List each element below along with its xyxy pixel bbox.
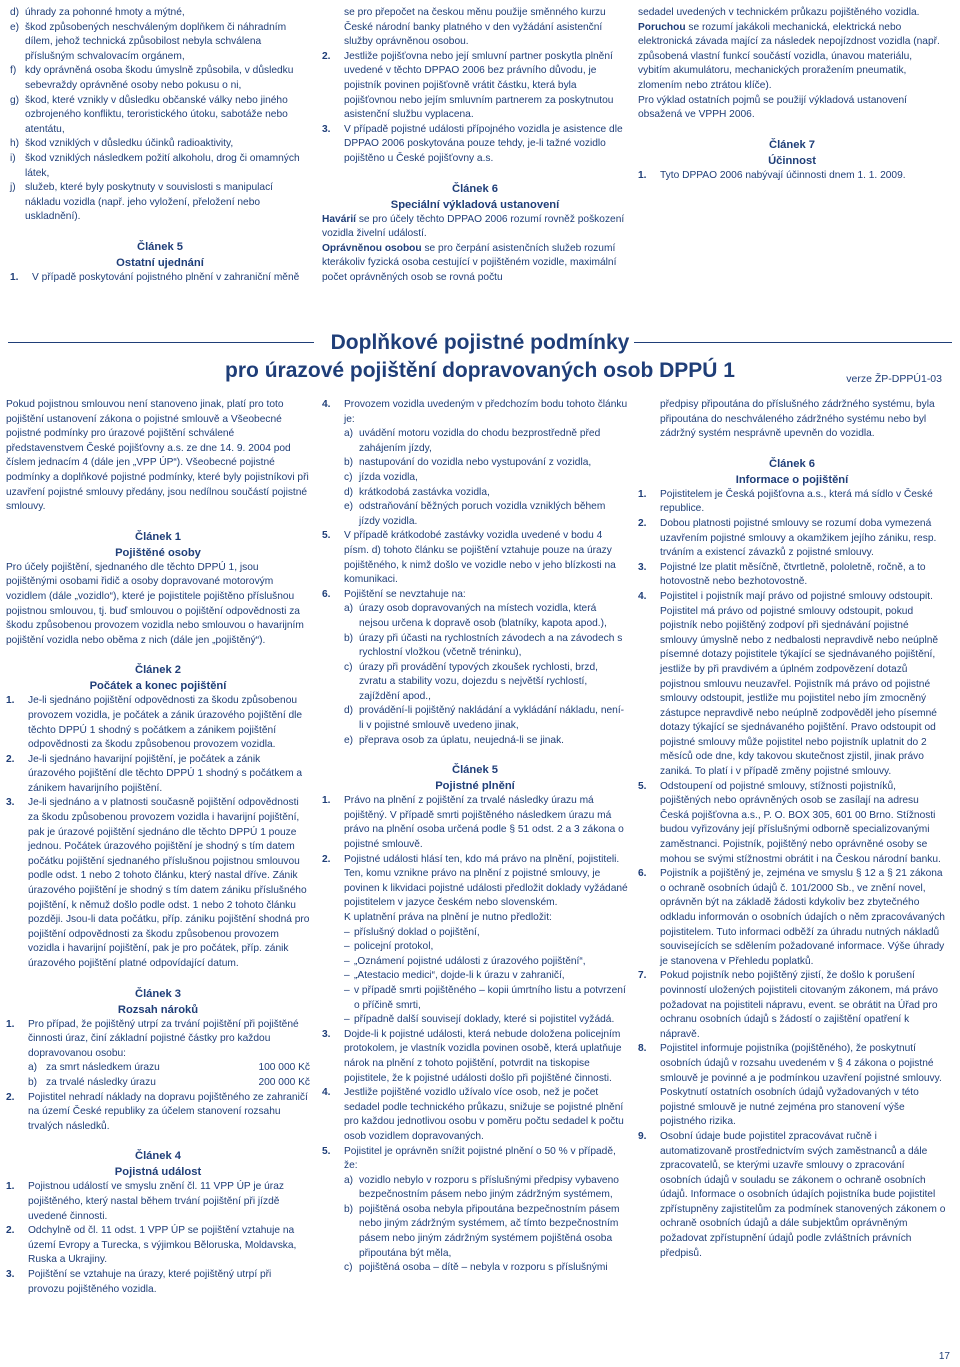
numbered-paragraph-label: 2. <box>322 50 331 62</box>
limit-description: za smrt následkem úrazu <box>46 1062 160 1074</box>
article-5-items-continued <box>322 1028 628 1174</box>
required-documents-intro: K uplatnění práva na plnění je nutno předložit: <box>344 912 552 923</box>
lettered-item-label: e) <box>344 734 354 746</box>
numbered-paragraph <box>322 123 628 167</box>
dash-list-text: případně další souvisejí doklady, které si pojistitel vyžádá. <box>354 1014 615 1026</box>
numbered-paragraph-text: Dobou platnosti pojistné smlouvy se rozumí doba vymezená uzavřením pojistné smlouvy a okamžikem jejího zániku, resp. trváním a existencí závazků z pojistné smlouvy. <box>660 517 937 559</box>
numbered-paragraph-text: Jestliže pojišťovna nebo její smluvní partner poskytla plnění uvedené v těchto DPPAO 2006 bez právního důvodu, je pojistník povinen pojišťovně vrátit částku, která byla pojišťovnou nebo jejím smluvním partnerem za poskytnutou asistenční službu vyplacena. <box>344 50 614 121</box>
numbered-paragraph <box>6 1180 310 1224</box>
lettered-item <box>344 500 628 529</box>
numbered-paragraph-text: Provozem vozidla uvedeným v předchozím bodu tohoto článku je: <box>344 399 628 425</box>
continuation-text: sedadel uvedených v technickém průkazu pojištěného vozidla. <box>638 7 920 18</box>
lettered-item-label: c) <box>344 661 353 673</box>
article-3-title: Článek 3 <box>134 987 182 1000</box>
article-7-paragraph-1: 1. Tyto DPPAO 2006 nabývají účinnosti dnem 1. 1. 2009. <box>638 169 906 181</box>
numbered-paragraph <box>6 1268 310 1297</box>
top-column-2 <box>322 6 628 286</box>
exclusion-item-text: škod způsobených neschváleným doplňkem či náhradním dílem, jehož technická způsobilost nebyla schválena příslušným schvalovacím orgánem, <box>25 21 287 62</box>
required-documents-list <box>322 926 628 1028</box>
lettered-item-label: e) <box>344 501 354 513</box>
lettered-item-text: úrazy osob dopravovaných na místech vozidla, která nejsou určena k dopravě osob (blatníky, kapota apod.), <box>359 603 607 629</box>
numbered-paragraph-text: Pojistné lze platit měsíčně, čtvrtletně, pololetně, ročně, a to hotovostně nebo bezhotovostně. <box>660 561 926 588</box>
lettered-item-text: přeprava osob za úplatu, neujedná-li se jinak. <box>359 734 565 746</box>
insurance-limit-row <box>28 1061 310 1076</box>
numbered-paragraph-label: 9. <box>638 1130 647 1142</box>
article-6-items <box>638 488 946 1261</box>
numbered-paragraph-label: 3. <box>638 561 647 573</box>
limit-label: b) <box>28 1076 38 1088</box>
dash-bullet: – <box>344 1014 350 1026</box>
lettered-item-label: d) <box>344 486 354 498</box>
numbered-paragraph-label: 2. <box>6 1225 15 1237</box>
exclusion-item-text: škod vzniklých v důsledku účinků radioaktivity, <box>25 138 234 150</box>
definition-opravnena-osoba: Oprávněnou osobou se pro čerpání asistenčních služeb rozumí kterákoliv fyzická osoba cestující v pojištěném vozidle, maximální počet oprávněných osob se rovná počtu <box>322 242 617 283</box>
exclusions-list-6 <box>322 602 628 748</box>
numbered-paragraph <box>638 561 946 590</box>
dash-bullet: – <box>344 941 350 953</box>
exclusion-item <box>10 21 310 65</box>
exclusion-item-text: škod vzniklých následkem požití alkoholu, drog či omamných látek, <box>25 152 300 179</box>
limit-description: za trvalé následky úrazu <box>46 1076 156 1088</box>
article-3-paragraph-1: 1. Pro případ, že pojištěný utrpí za trvání pojištění při pojištěné činnosti úraz, činí základní pojistné částky pro každou dopravovanou osobu: <box>6 1018 299 1059</box>
article-6-title: Článek 6 <box>768 457 816 470</box>
exclusion-item-label: j) <box>10 182 16 194</box>
numbered-paragraph <box>322 794 628 852</box>
dash-bullet: – <box>344 970 350 982</box>
numbered-paragraph-text: Pojistitel je oprávněn snížit pojistné plnění o 50 % v případě, že: <box>344 1145 616 1172</box>
dash-list-item <box>344 926 628 941</box>
numbered-paragraph-text: Pojistník a pojištěný je, zejména ve smyslu § 12 a § 21 zákona o ochraně osobních údajů č. 101/2000 Sb., ve znění novel, oprávněn být na základě žádosti kdykoliv bez zbytečného odkladu informován o osobních údajích o něm zpracovávaných pojistitelem. Tuto informaci odběží za úhradu nutných nákladů souvisejících se sdělením požadované informace. Výše úhrady je stanovena v Přehledu poplatků. <box>660 868 945 967</box>
dash-list-item <box>344 940 628 955</box>
numbered-paragraph <box>322 529 628 587</box>
numbered-paragraph-text: V případě krátkodobé zastávky vozidla uvedené v bodu 4 písm. d) tohoto článku se pojištění vztahuje pouze na úrazy pojištěného, k nimž došlo ve vozidle nebo v jeho blízkosti na komunikaci. <box>344 530 616 586</box>
lettered-item-label: a) <box>344 1174 354 1186</box>
article-7-name: Účinnost <box>768 154 816 167</box>
article-5-paragraph-1: 1. V případě poskytování pojistného plnění v zahraniční měně <box>10 271 300 283</box>
lettered-item-text: pojištěná osoba nebyla připoutána bezpečnostním pásem nebo jiným zádržným systémem, ač tímto bezpečnostním pásem nebo jiným zádržným systémem pojištěná osoba připoutána být měla, <box>359 1203 620 1259</box>
numbered-paragraph-text: Právo na plnění z pojištění za trvalé následky úrazu má pojištěný. V případě smrti pojištěného následkem úrazu má právo na plnění osoba určená podle § 51 odst. 2 a 3 zákona o pojistné smlouvě. <box>344 795 624 851</box>
article-2-title: Článek 2 <box>134 664 182 677</box>
lettered-item-label: a) <box>344 603 354 615</box>
lettered-item <box>344 734 628 749</box>
numbered-paragraph-text: Je-li sjednáno havarijní pojištění, je počátek a zánik úrazového pojištění dle těchto DPPÚ 1 shodný s počátkem a zánikem havarijního pojištění. <box>28 753 303 794</box>
article-5-items <box>322 794 628 911</box>
numbered-paragraph <box>638 590 946 780</box>
article-6-name: Speciální výkladová ustanovení <box>390 198 560 211</box>
version-label: verze ŽP-DPPÚ1-03 <box>846 373 942 385</box>
numbered-paragraph-label: 3. <box>6 797 15 809</box>
numbered-paragraph <box>638 1130 946 1261</box>
numbered-paragraph-text: Jestliže pojištěné vozidlo užívalo více osob, než je počet sedadel podle technického průkazu, snižuje se pojistné plnění pro každou jednotlivou osobu v poměru počtu sedadel k počtu osob vozidlem dopravovaných. <box>344 1087 624 1142</box>
dash-list-item <box>344 955 628 970</box>
dash-bullet: – <box>344 984 350 996</box>
exclusion-item <box>10 64 310 93</box>
lettered-item <box>344 486 628 501</box>
dash-list-item <box>344 1013 628 1028</box>
lettered-item <box>344 704 628 733</box>
numbered-paragraph-label: 4. <box>322 1087 331 1099</box>
numbered-paragraph-label: 6. <box>322 588 331 600</box>
limit-amount: 100 000 Kč <box>258 1062 310 1074</box>
numbered-paragraph-text: Pojistnou událostí ve smyslu znění čl. 11 VPP ÚP je úraz pojištěného, který nastal během trvání pojištění při jízdě uvedené činnosti. <box>28 1181 284 1222</box>
lettered-item-label: c) <box>344 1262 353 1274</box>
exclusions-list <box>10 6 310 225</box>
numbered-paragraph-text: Pojistitelem je Česká pojišťovna a.s., která má sídlo v České republice. <box>660 488 933 515</box>
lettered-item-label: a) <box>344 428 354 440</box>
numbered-paragraph <box>322 1028 628 1086</box>
article-1-name: Pojištěné osoby <box>115 546 201 559</box>
page-number: 17 <box>938 1351 950 1362</box>
numbered-paragraph-label: 2. <box>322 853 331 865</box>
lettered-item-text: vozidlo nebylo v rozporu s příslušnými předpisy vybaveno bezpečnostním pásem nebo jiným zádržným systémem, <box>359 1174 619 1201</box>
operation-definitions-list <box>322 427 628 529</box>
numbered-paragraph-label: 2. <box>6 753 15 765</box>
numbered-paragraph-label: 5. <box>322 530 331 542</box>
article-4-items <box>6 1180 310 1297</box>
definition-porucha: Poruchou se rozumí jakákoli mechanická, elektrická nebo elektronická závada mající za následek nepojízdnost vozidla (např. způsobená vlastní funkcí součástí vozidla, únavou materiálu, vybitím akumulátoru, mechanických proražením pneumatik, zlomením nebo ztrátou klíče). <box>638 21 940 91</box>
lettered-item-text: pojištěná osoba – dítě – nebyla v rozporu s příslušnými <box>359 1262 608 1274</box>
article-3-paragraph-2: 2. Pojistitel nehradí náklady na dopravu pojištěného ze zahraničí na území České republiky za účelem stanovení rozsahu trvalých následků. <box>6 1091 308 1132</box>
article-3-name: Rozsah nároků <box>117 1003 199 1016</box>
exclusion-item-label: f) <box>10 65 17 77</box>
article-4-items-continued <box>322 398 628 427</box>
numbered-paragraph-label: 2. <box>638 517 647 529</box>
numbered-paragraph-label: 8. <box>638 1043 647 1055</box>
top-column-3 <box>638 6 946 183</box>
numbered-paragraph-text: Dojde-li k pojistné události, která nebude doložena policejním protokolem, je vlastník vozidla povinen osobě, která uplatňuje nárok na plnění z tohoto pojištění, potvrdit na tiskopise pojistitele, že k pojistné události došlo při pojištěné činnosti. <box>344 1028 622 1084</box>
lettered-item-text: nastupování do vozidla nebo vystupování z vozidla, <box>359 457 592 469</box>
top-column-1 <box>10 6 310 286</box>
dash-list-item <box>344 969 628 984</box>
exclusion-item <box>10 94 310 138</box>
numbered-paragraph-text: Pojištění se nevztahuje na: <box>344 588 466 600</box>
lettered-item-text: uvádění motoru vozidla do chodu bezprostředně před zahájením jízdy, <box>359 428 601 454</box>
numbered-paragraph <box>322 853 628 911</box>
lettered-item-text: krátkodobá zastávka vozidla, <box>359 486 490 498</box>
article-5-items <box>322 50 628 167</box>
article-1-title: Článek 1 <box>134 530 182 543</box>
document-title-line-2: pro úrazové pojištění dopravovaných osob DPPÚ 1 <box>225 359 735 382</box>
numbered-paragraph <box>638 867 946 969</box>
reduction-conditions-list <box>322 1174 628 1276</box>
numbered-paragraph <box>638 1042 946 1130</box>
lettered-item <box>344 456 628 471</box>
article-5-name: Pojistné plnění <box>435 780 515 793</box>
numbered-paragraph-label: 4. <box>322 399 331 410</box>
numbered-paragraph-label: 3. <box>322 123 331 135</box>
numbered-paragraph-label: 1. <box>6 695 15 707</box>
exclusion-item-label: e) <box>10 21 20 33</box>
exclusion-item-text: úhrady za pohonné hmoty a mýtné, <box>25 7 185 18</box>
article-1-text: Pro účely pojištění, sjednaného dle těchto DPPÚ 1, jsou pojištěnými osobami řidič a osoby dopravované motorovým vozidlem (dále „vozidlo“), které je pojistitele pojištěno příslušnou pojistnou smlouvou, tj. buď smlouvou o pojištění odpovědnosti za škodu způsobenou provozem vozidla nebo smlouvou o havarijním pojištění vozidla nebo oběma z nich (dále jen „pojištěný“). <box>6 561 304 646</box>
numbered-paragraph <box>322 1145 628 1174</box>
article-2-items <box>6 694 310 971</box>
numbered-paragraph-text: Pokud pojistník nebo pojištěný zjistí, že došlo k porušení povinností uložených pojistiteli citovaným zákonem, má právo požadovat na pojistiteli nápravu, event. se obrátit na Úřad pro ochranu osobních údajů s žádostí o zajištění opatření k nápravě. <box>660 970 939 1040</box>
dash-list-text: „Atestacio medici“, dojde-li k úrazu v zahraničí, <box>354 970 565 982</box>
continuation-text: se pro přepočet na českou měnu použije směnného kurzu České národní banky platného v den vyžádání asistenční služby oprávněnou osobou. <box>344 7 606 48</box>
numbered-paragraph <box>638 488 946 517</box>
lettered-item <box>344 471 628 486</box>
numbered-paragraph <box>6 753 310 797</box>
numbered-paragraph <box>322 588 628 603</box>
exclusion-item <box>10 137 310 152</box>
bottom-column-1 <box>6 398 310 1297</box>
lettered-item <box>344 1174 628 1203</box>
numbered-paragraph-text: Pojištění se vztahuje na úrazy, které pojištěný utrpí při provozu pojištěného vozidla. <box>28 1268 272 1295</box>
lettered-item <box>344 632 628 661</box>
lettered-item-label: b) <box>344 1203 354 1215</box>
numbered-paragraph <box>638 969 946 1042</box>
document-title-line-1: Doplňkové pojistné podmínky <box>330 331 630 354</box>
numbered-paragraph-label: 1. <box>6 1181 15 1193</box>
lettered-item-label: d) <box>344 705 354 717</box>
lettered-item <box>344 661 628 705</box>
lettered-item-text: odstraňování běžných poruch vozidla vzniklých během jízdy vozidla. <box>359 501 606 527</box>
numbered-paragraph-text: Pojistitel i pojistník mají právo od pojistné smlouvy odstoupit. Pojistitel má právo od pojistné smlouvy odstoupit, pokud pojistník nebo pojištěný zodpoví při sjednávání pojistné smlouvy úmyslně nebo z nedbalosti nepravdivě nebo neúplně písemné dotazy pojistitele týkající se sjednávaného pojištění, jestliže by při pravdivém a úplném zodpovězení dotazů pojistnou smlouvu neuzavřel. Pojistník má právo od pojistné smlouvy odstoupit, jestliže mu pojistitel nebo jím zmocněný zástupce nepravdivě nebo neúplně zodpověděl jeho písemné dotazy týkající se sjednávaného pojištění. Pravo odstoupit od pojistné smlouvy může pojistitel nebo pojistník uplatnit do 2 měsíců ode dne, kdy takovou skutečnost zjistil, jinak právo zaniká. To platí i v případě změny pojistné smlouvy. <box>660 590 939 778</box>
numbered-paragraph <box>6 796 310 971</box>
exclusion-item-label: h) <box>10 138 20 150</box>
lettered-item-text: úrazy při provádění typových zkoušek rychlosti, brzd, zvratu a stability vozu, dojezdu s největší rychlostí, zajíždění apod., <box>359 661 598 702</box>
dash-list-text: příslušný doklad o pojištění, <box>354 926 480 938</box>
numbered-paragraph <box>322 1086 628 1144</box>
lettered-item-text: úrazy při účasti na rychlostních závodech a na závodech s rychlostní vložkou (včetně tréninku), <box>359 632 623 659</box>
bottom-column-3 <box>638 398 946 1261</box>
numbered-paragraph-label: 7. <box>638 970 647 982</box>
numbered-paragraph <box>638 780 946 868</box>
numbered-paragraph-label: 1. <box>322 795 331 807</box>
numbered-paragraph-text: Osobní údaje bude pojistitel zpracovávat ručně i automatizovaně prostřednictvím svých zaměstnanců a dále zpracovatelů, se kterými uzavře smlouvy o zpracování osobních údajů v souladu se zákonem o ochraně osobních údajů. Informace o osobních údajích pojistníka bude pojistitel zpřístupněny zajistitelům za podmínek stanovených zákonem o ochraně osobních údajů a dále subjektům oprávněným požadovat zpřístupnění údajů podle zvláštních právních předpisů. <box>660 1130 946 1259</box>
dash-bullet: – <box>344 926 350 938</box>
numbered-paragraph-text: Odstoupení od pojistné smlouvy, stížnosti pojistníků, pojištěných nebo oprávněných osob se zasílají na adresu Česká pojišťovna a.s., P. O. BOX 305, 601 00 Brno. Stížnosti budou vyřizovány její příslušnými odborně specializovanými zaměstnanci. Pojistník, pojištěný nebo oprávněné osoby se mohou se svými stížnostmi obrátit i na Českou národní banku. <box>660 780 941 865</box>
continuation-text: předpisy připoutána do příslušného zádržného systému, byla připoutána do neschváleného zádržného systému nebo byl zádržný systém nesprávně upevněn do vozidla. <box>660 399 935 440</box>
numbered-paragraph-text: Pojistné události hlásí ten, kdo má právo na plnění, pojistiteli. Ten, komu vznikne právo na plnění z pojistné smlouvy, je povinen k likvidaci pojistné události předložit doklady vyžádané pojistitelem v jazyce českém nebo slovenském. <box>344 853 628 909</box>
numbered-paragraph-label: 4. <box>638 590 647 602</box>
exclusion-item-label: i) <box>10 152 16 164</box>
lettered-item-label: b) <box>344 632 354 644</box>
lettered-item-label: c) <box>344 471 353 483</box>
other-terms-note: Pro výklad ostatních pojmů se použijí výkladová ustanovení obsažená ve VPPH 2006. <box>638 94 907 121</box>
lettered-item <box>344 602 628 631</box>
limit-amount: 200 000 Kč <box>258 1076 310 1088</box>
numbered-paragraph <box>6 1224 310 1268</box>
dash-bullet: – <box>344 955 350 967</box>
dash-list-text: „Oznámení pojistné události z úrazového pojištění“, <box>354 955 586 967</box>
article-5-name: Ostatní ujednání <box>116 256 204 269</box>
numbered-paragraph-label: 3. <box>322 1028 331 1040</box>
lettered-item <box>344 1261 628 1276</box>
document-title-banner <box>0 330 960 390</box>
insurance-limit-row <box>28 1076 310 1091</box>
bottom-column-2 <box>322 398 628 1276</box>
numbered-paragraph-text: Odchylně od čl. 11 odst. 1 VPP ÚP se pojištění vztahuje na území Evropy a Turecka, s výjimkou Běloruska, Moldavska, Ruska a Ukrajiny. <box>28 1225 297 1266</box>
article-2-name: Počátek a konec pojištění <box>89 680 227 693</box>
lettered-item-text: jízda vozidla, <box>359 471 418 483</box>
numbered-paragraph <box>322 398 628 427</box>
article-5-title: Článek 5 <box>451 764 499 777</box>
intro-paragraph: Pokud pojistnou smlouvou není stanoveno jinak, platí pro toto pojištění ustanovení zákona o pojistné smlouvě a Všeobecné pojistné podmínky pro úrazové pojištění schválené představenstvem České pojišťovny a.s. ze dne 14. 9. 2004 pod číslem jednacím 4 (dále jen „VPP ÚP“). Všeobecné pojistné podmínky a doplňkové pojistné podmínky, které byly pojistníkovi při uzavření pojistné smlouvy předány, jsou nedílnou součástí pojistné smlouvy. <box>6 399 309 513</box>
exclusion-item-text: škod, které vznikly v důsledku občanské války nebo jiného ozbrojeného konfliktu, teroristického útoku, sabotáže nebo atentátu, <box>25 94 288 135</box>
insurance-limits-list <box>6 1061 310 1090</box>
exclusion-item-label: g) <box>10 94 20 106</box>
dash-list-text: v případě smrti pojištěného – kopii úmrtního listu a potvrzení o příčině smrti, <box>354 984 626 1011</box>
article-6-name: Informace o pojištění <box>735 473 849 486</box>
dash-list-item <box>344 984 628 1013</box>
numbered-paragraph <box>638 517 946 561</box>
lettered-item <box>344 1203 628 1261</box>
numbered-paragraph <box>6 694 310 752</box>
numbered-paragraph-label: 1. <box>638 488 647 500</box>
numbered-paragraph-label: 6. <box>638 868 647 880</box>
lettered-item <box>344 427 628 456</box>
exclusion-item-text: služeb, které byly poskytnuty v souvislosti s manipulací nákladu vozidla (např. jeho vyložení, přeložení nebo uskladnění). <box>25 182 274 223</box>
numbered-paragraph-text: Pojistitel informuje pojistníka (pojištěného), že poskytnutí osobních údajů v rozsahu uvedeném v § 4 zákona o pojistné smlouvě je povinné a je podmínkou uzavření pojistné smlouvy. Poskytnutí ostatních osobních údajů vyžadovaných v této pojistné smlouvě je nutné zejména pro stanovení výše pojistného rizika. <box>660 1043 942 1128</box>
definition-havarie: Havárií se pro účely těchto DPPAO 2006 rozumí rovněž poškození vozidla živelní událostí. <box>322 213 625 240</box>
exclusion-item <box>10 6 310 21</box>
numbered-paragraph-text: Je-li sjednáno a v platnosti současně pojištění odpovědnosti za škodu způsobenou provozem vozidla i havarijní pojištění, pak je úrazové pojištění sjednáno dle těchto DPPÚ 1 pouze jednou. Počátek úrazového pojištění je shodný s tím datem počátku pojištění sjednaného příslušnou pojistnou smlouvou podle odst. 1 nebo 2 tohoto článku, který nastal dříve. Zánik úrazového pojištění je shodný s tím datem zániku příslušného pojištění, k němuž došlo podle odst. 1 nebo 2 tohoto článku později. Jsou-li data počátku, příp. zániku pojištění shodná pro pojištění odpovědnosti za škodu způsobenou provozem vozidla i havarijní pojištění, pak je pro počátek, příp. zánik úrazového pojištění platné odpovídající datum. <box>28 797 310 969</box>
numbered-paragraph <box>322 50 628 123</box>
exclusion-item-label: d) <box>10 7 20 18</box>
numbered-paragraph-text: V případě pojistné události přípojného vozidla je asistence dle DPPAO 2006 poskytována pouze tehdy, je-li tažné vozidlo pojištěno u České pojišťovny a.s. <box>344 123 623 164</box>
numbered-paragraph-label: 5. <box>322 1145 331 1157</box>
exclusion-item-text: kdy oprávněná osoba škodu úmyslně způsobila, v důsledku sebevraždy oprávněné osoby nebo pokusu o ni, <box>25 65 294 91</box>
numbered-paragraph-label: 3. <box>6 1268 15 1280</box>
dash-list-text: policejní protokol, <box>354 941 434 953</box>
article-4-name: Pojistná událost <box>114 1166 202 1179</box>
exclusion-item <box>10 181 310 225</box>
article-5-title: Článek 5 <box>136 240 184 253</box>
limit-label: a) <box>28 1062 38 1074</box>
article-4-items-more <box>322 529 628 602</box>
exclusion-item <box>10 152 310 181</box>
article-6-title: Článek 6 <box>451 182 499 195</box>
lettered-item-label: b) <box>344 457 354 469</box>
article-4-title: Článek 4 <box>134 1150 182 1163</box>
numbered-paragraph-label: 5. <box>638 780 647 792</box>
article-7-title: Článek 7 <box>768 138 816 151</box>
lettered-item-text: provádění-li pojištěný nakládání a vykládání nákladu, není-li v pojistné smlouvě uvedeno jinak, <box>359 705 625 732</box>
numbered-paragraph-text: Je-li sjednáno pojištění odpovědnosti za škodu způsobenou provozem vozidla, je počátek a zánik úrazového pojištění dle těchto DPPÚ 1 shodný s počátkem a zánikem pojištění odpovědnosti za škodu způsobenou provozem vozidla. <box>28 695 303 751</box>
